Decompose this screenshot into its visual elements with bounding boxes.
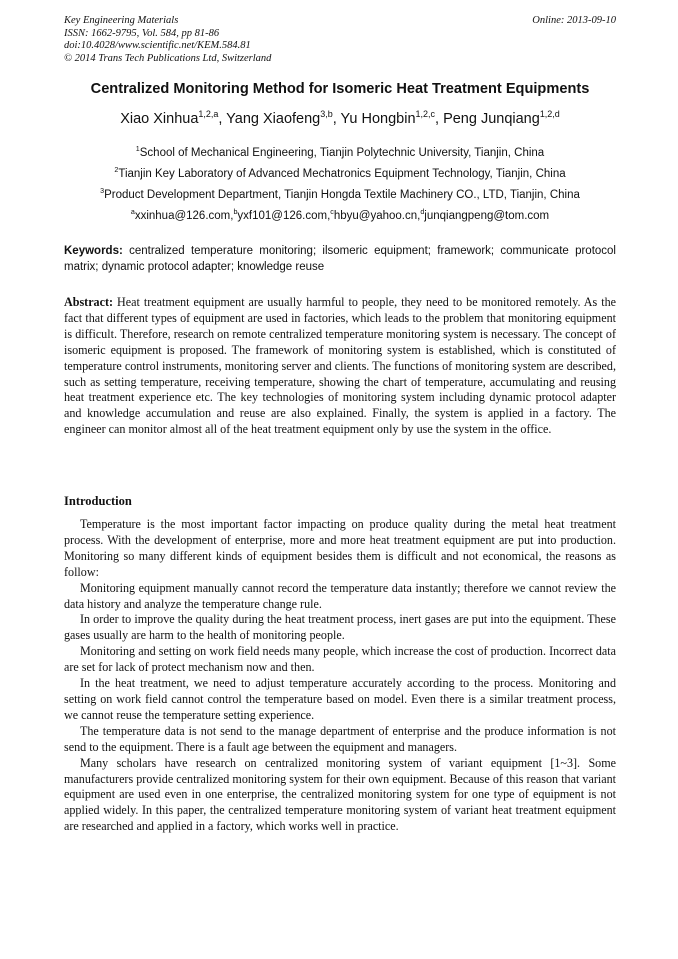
author-name: Xiao Xinhua	[120, 111, 199, 127]
affiliation-text: Tianjin Key Laboratory of Advanced Mechatronics Equipment Technology, Tianjin, China	[118, 168, 566, 180]
author-affil-mark: 1,2,c	[415, 109, 435, 120]
email-mark: d	[420, 208, 425, 217]
affiliation	[30, 188, 650, 203]
affiliation-text: Product Development Department, Tianjin Hongda Textile Machinery CO., LTD, Tianjin, China	[104, 189, 580, 201]
doi-line: doi:10.4028/www.scientific.net/KEM.584.81	[64, 40, 251, 51]
author-affil-mark: 1,2,a	[198, 109, 219, 120]
paragraph: Monitoring equipment manually cannot record the temperature data instantly; therefore we cannot review the data history and analyze the temperature change rule.	[64, 580, 616, 611]
affiliation-text: School of Mechanical Engineering, Tianjin Polytechnic University, Tianjin, China	[139, 147, 545, 159]
paragraph: Temperature is the most important factor impacting on produce quality during the metal heat treatment process. With the development of enterprise, more and more heat treatment equipment are put into production. Monitoring so many different kinds of equipment besides them is difficult and not economical, the reasons as follow:	[64, 517, 616, 579]
email-mark: b	[233, 208, 238, 217]
affiliation	[30, 167, 650, 182]
affiliation-mark: 3	[100, 187, 105, 196]
abstract-label: Abstract:	[64, 295, 114, 309]
affiliation	[30, 146, 650, 161]
paper-title: Centralized Monitoring Method for Isomeric Heat Treatment Equipments	[90, 81, 590, 97]
online-date: Online: 2013-09-10	[532, 15, 616, 26]
email-mark: a	[130, 208, 135, 217]
abstract-text: Heat treatment equipment are usually harmful to people, they need to be monitored remotely. As the fact that different types of equipment are used in factories, which leads to the problem that monitoring equipment is difficult. Therefore, research on remote centralized temperature monitoring system is necessary. The concept of isomeric equipment is proposed. The framework of monitoring system is established, which is constituted of temperature control instruments, monitoring server and clients. The functions of monitoring system are described, such as setting temperature, receiving temperature, showing the chart of temperature, accumulating and reusing heat treatment experience etc. The key technologies of monitoring system including dynamic protocol adapter and knowledge accumulation and reuse are also explained. Finally, the system is applied in a factory. The engineer can monitor almost all of the heat treatment equipment only by use the system in the office.	[64, 295, 616, 437]
author-list: Xiao Xinhua$^{1,2,a}$, Yang Xiaofeng$^{3,b}$, Yu Hongbin$^{1,2,c}$, Peng Junqiang$^{1,2,d}$	[120, 109, 560, 127]
issn-line: ISSN: 1662-9795, Vol. 584, pp 81-86	[64, 27, 220, 39]
paragraph: The temperature data is not send to the manage department of enterprise and the produce information is not send to the equipment. There is a fault age between the equipment and managers.	[64, 723, 616, 754]
introduction-body	[64, 517, 616, 835]
keywords-label: Keywords:	[64, 245, 123, 257]
email-address: yxf101@126.com,	[237, 210, 331, 222]
paragraph: In order to improve the quality during the heat treatment process, inert gases are put into the equipment. These gases usually are harm to the health of monitoring people.	[64, 612, 616, 643]
journal-name: Key Engineering Materials	[64, 15, 179, 26]
author-affil-mark: 3,b	[320, 109, 333, 120]
affiliation-mark: 1	[135, 145, 140, 154]
keywords-block	[64, 244, 616, 275]
author-name: Peng Junqiang	[443, 111, 540, 127]
author-affil-mark: 1,2,d	[539, 109, 560, 120]
email-mark: c	[330, 208, 334, 217]
paragraph: In the heat treatment, we need to adjust temperature accurately according to the process. Monitoring and setting on work field cannot control the temperature based on model. Even there is a similar treatment process, we cannot reuse the temperature setting experience.	[64, 676, 616, 722]
section-heading: Introduction	[64, 494, 132, 508]
paragraph: Many scholars have research on centralized monitoring system of variant equipment [1~3]. Some manufacturers provide centralized monitoring system for their own equipment. Because of this reason that variant equipment are used even in one enterprise, the centralized monitoring system for one type of equipment is not applied widely. In this paper, the centralized temperature monitoring system of variant heat treatment equipment are researched and applied in a factory, which works well in practice.	[64, 755, 616, 834]
copyright-line: © 2014 Trans Tech Publications Ltd, Switzerland	[64, 52, 272, 64]
email-address: xxinhua@126.com,	[134, 210, 234, 222]
email-address: junqiangpeng@tom.com	[424, 210, 550, 222]
author-name: Yu Hongbin	[340, 111, 416, 127]
affiliation-mark: 2	[114, 166, 119, 175]
journal-header	[64, 15, 616, 65]
abstract-block	[64, 295, 616, 438]
email-list	[30, 209, 650, 224]
email-address: hbyu@yahoo.cn,	[333, 210, 421, 222]
paragraph: Monitoring and setting on work field needs many people, which increase the cost of production. Incorrect data are set for lack of protect mechanism now and then.	[64, 644, 616, 675]
keywords-text: centralized temperature monitoring; ilsomeric equipment; framework; communicate protocol matrix; dynamic protocol adapter; knowledge reuse	[64, 245, 616, 273]
author-name: Yang Xiaofeng	[226, 111, 321, 127]
